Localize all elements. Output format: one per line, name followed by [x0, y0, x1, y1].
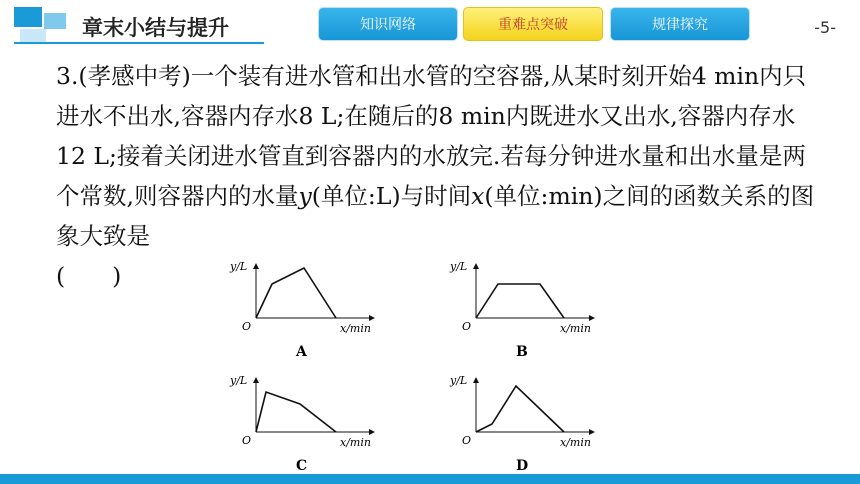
y-axis-label: y/L: [450, 374, 468, 387]
x-axis-label: x/min: [560, 322, 591, 335]
page-number: -5-: [814, 18, 836, 37]
y-axis-label: y/L: [230, 260, 248, 273]
graph-option-d[interactable]: [446, 372, 606, 476]
option-label-b: B: [516, 344, 528, 360]
origin-label: O: [462, 320, 472, 333]
graph-line: [256, 392, 336, 432]
title-underline: [14, 42, 264, 44]
tab-pattern-exploration[interactable]: 规律探究: [610, 7, 750, 41]
tab-knowledge-network[interactable]: 知识网络: [318, 7, 458, 41]
question-text: [56, 56, 816, 296]
origin-label: O: [242, 320, 252, 333]
variable-y: y: [298, 182, 312, 210]
footer-bar: [0, 474, 860, 484]
option-label-a: A: [296, 344, 307, 360]
section-title: 章末小结与提升: [82, 16, 229, 40]
question-body-1: 一个装有进水管和出水管的空容器,从某时刻开始4 min内只进水不出水,容器内存水8 L;在随后的8 min内既进水又出水,容器内存水12 L;接着关闭进水管直到容器内的水放完.若每分钟进水量和出水量是两个常数,则容器内的水量: [56, 62, 807, 210]
graph-line: [476, 386, 564, 432]
y-axis-label: y/L: [230, 374, 248, 387]
question-number: 3.: [56, 62, 79, 90]
option-label-c: C: [296, 458, 308, 474]
graph-option-c[interactable]: [226, 372, 386, 476]
graph-line: [476, 284, 564, 318]
question-source: (孝感中考): [78, 62, 191, 90]
tab-key-difficulties[interactable]: 重难点突破: [463, 7, 603, 41]
x-axis-label: x/min: [340, 322, 371, 335]
x-axis-label: x/min: [560, 436, 591, 449]
graph-option-b[interactable]: [446, 258, 606, 362]
variable-x: x: [471, 182, 485, 210]
option-label-d: D: [516, 458, 529, 474]
origin-label: O: [462, 434, 472, 447]
graph-option-a[interactable]: [226, 258, 386, 362]
origin-label: O: [242, 434, 252, 447]
question-body-3: (单位:min)之间的函数关系的图象大致是: [56, 182, 815, 250]
question-body-2: (单位:L)与时间: [311, 182, 472, 210]
answer-blank: ( ): [56, 262, 122, 290]
section-logo: [14, 7, 74, 45]
y-axis-label: y/L: [450, 260, 468, 273]
x-axis-label: x/min: [340, 436, 371, 449]
graph-line: [256, 268, 336, 318]
